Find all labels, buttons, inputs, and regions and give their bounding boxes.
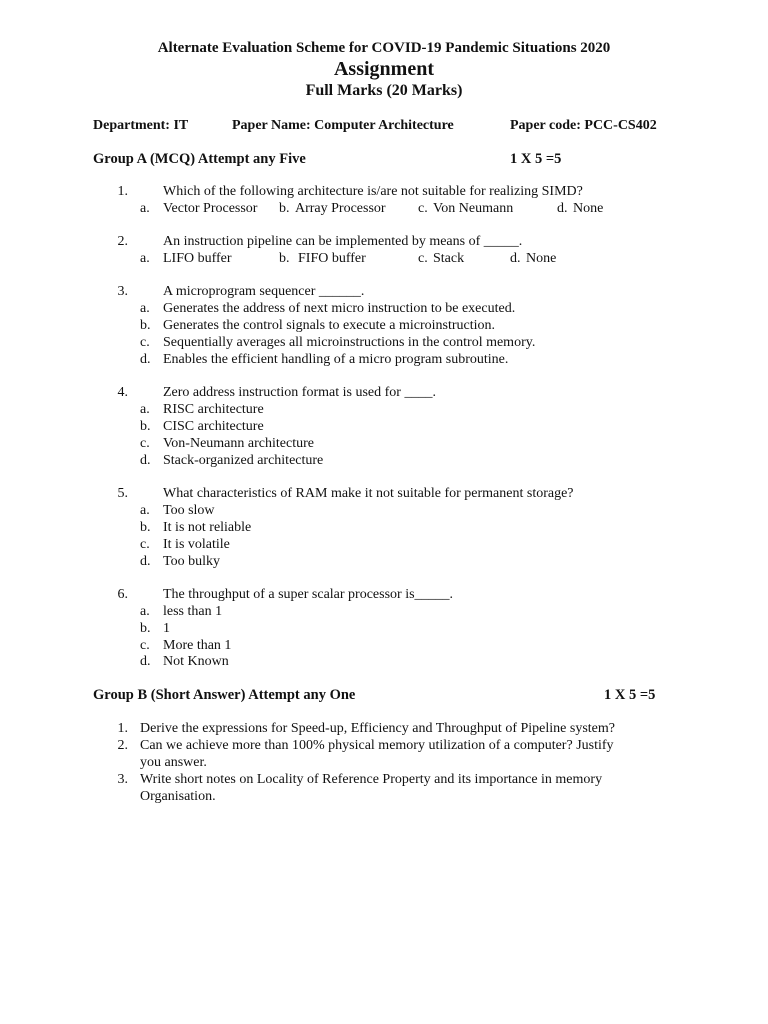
- option-label: d.: [140, 352, 151, 367]
- question-text: Zero address instruction format is used for ____.: [163, 385, 436, 400]
- option-label: a.: [140, 201, 150, 216]
- option-text: Generates the address of next micro instruction to be executed.: [163, 301, 516, 316]
- option-label: a.: [140, 604, 150, 619]
- option-label: a.: [140, 402, 150, 417]
- option-text: Stack: [433, 251, 465, 266]
- question-number: 2.: [117, 234, 128, 249]
- option-label: b.: [279, 201, 290, 216]
- option-text: Enables the efficient handling of a micro program subroutine.: [163, 352, 509, 367]
- option-text: FIFO buffer: [298, 251, 366, 266]
- option-text: Sequentially averages all microinstructions in the control memory.: [163, 335, 536, 350]
- question-text: Which of the following architecture is/are not suitable for realizing SIMD?: [163, 184, 583, 199]
- option-label: b.: [140, 318, 151, 333]
- option-label: c.: [140, 638, 150, 653]
- paper-name-label: Paper Name: Computer Architecture: [232, 118, 454, 133]
- question-text: A microprogram sequencer ______.: [163, 284, 365, 299]
- question-text-continued: Organisation.: [140, 789, 216, 804]
- option-text: Generates the control signals to execute a microinstruction.: [163, 318, 496, 333]
- group-a-title: Group A (MCQ) Attempt any Five: [93, 151, 306, 167]
- option-label: b.: [279, 251, 290, 266]
- option-text: Too bulky: [163, 554, 220, 569]
- option-label: c.: [140, 436, 150, 451]
- group-b-marks: 1 X 5 =5: [604, 687, 656, 703]
- option-text: Array Processor: [295, 201, 386, 216]
- option-text: 1: [163, 621, 170, 636]
- question-text-continued: you answer.: [140, 755, 207, 770]
- option-label: d.: [140, 453, 151, 468]
- option-label: c.: [418, 251, 428, 266]
- group-a-marks: 1 X 5 =5: [510, 151, 562, 167]
- question-number: 4.: [117, 385, 128, 400]
- option-label: b.: [140, 621, 151, 636]
- option-text: Not Known: [163, 654, 229, 669]
- paper-code-label: Paper code: PCC-CS402: [510, 118, 657, 133]
- question-text: Can we achieve more than 100% physical memory utilization of a computer? Justify: [140, 738, 614, 753]
- option-label: d.: [140, 554, 151, 569]
- question-text: Derive the expressions for Speed-up, Efficiency and Throughput of Pipeline system?: [140, 721, 615, 736]
- option-text: Von-Neumann architecture: [163, 436, 314, 451]
- option-text: LIFO buffer: [163, 251, 232, 266]
- question-number: 1.: [117, 184, 128, 199]
- option-label: c.: [140, 537, 150, 552]
- question-text: What characteristics of RAM make it not suitable for permanent storage?: [163, 486, 574, 501]
- option-text: Von Neumann: [433, 201, 514, 216]
- option-label: a.: [140, 251, 150, 266]
- option-text: less than 1: [163, 604, 223, 619]
- option-label: c.: [140, 335, 150, 350]
- option-label: d.: [140, 654, 151, 669]
- question-text: The throughput of a super scalar processor is_____.: [163, 587, 454, 602]
- option-text: CISC architecture: [163, 419, 264, 434]
- option-text: It is not reliable: [163, 520, 252, 535]
- option-text: More than 1: [163, 638, 232, 653]
- option-label: b.: [140, 419, 151, 434]
- option-text: Too slow: [163, 503, 215, 518]
- option-label: c.: [418, 201, 428, 216]
- option-label: b.: [140, 520, 151, 535]
- assignment-title: Assignment: [333, 58, 434, 80]
- question-number: 6.: [117, 587, 128, 602]
- option-text: None: [573, 201, 604, 216]
- question-number: 5.: [117, 486, 128, 501]
- option-label: a.: [140, 301, 150, 316]
- group-b-title: Group B (Short Answer) Attempt any One: [93, 687, 356, 703]
- question-number: 2.: [117, 738, 128, 753]
- option-label: a.: [140, 503, 150, 518]
- option-text: None: [526, 251, 557, 266]
- option-label: d.: [557, 201, 568, 216]
- option-text: Stack-organized architecture: [163, 453, 324, 468]
- full-marks-heading: Full Marks (20 Marks): [305, 82, 463, 99]
- question-number: 3.: [117, 284, 128, 299]
- question-number: 1.: [117, 721, 128, 736]
- option-label: d.: [510, 251, 521, 266]
- option-text: It is volatile: [163, 537, 230, 552]
- option-text: RISC architecture: [163, 402, 264, 417]
- option-text: Vector Processor: [163, 201, 258, 216]
- department-label: Department: IT: [93, 118, 189, 133]
- scheme-heading: Alternate Evaluation Scheme for COVID-19 Pandemic Situations 2020: [157, 40, 611, 56]
- question-number: 3.: [117, 772, 128, 787]
- question-text: Write short notes on Locality of Reference Property and its importance in memory: [140, 772, 603, 787]
- question-text: An instruction pipeline can be implemented by means of _____.: [163, 234, 523, 249]
